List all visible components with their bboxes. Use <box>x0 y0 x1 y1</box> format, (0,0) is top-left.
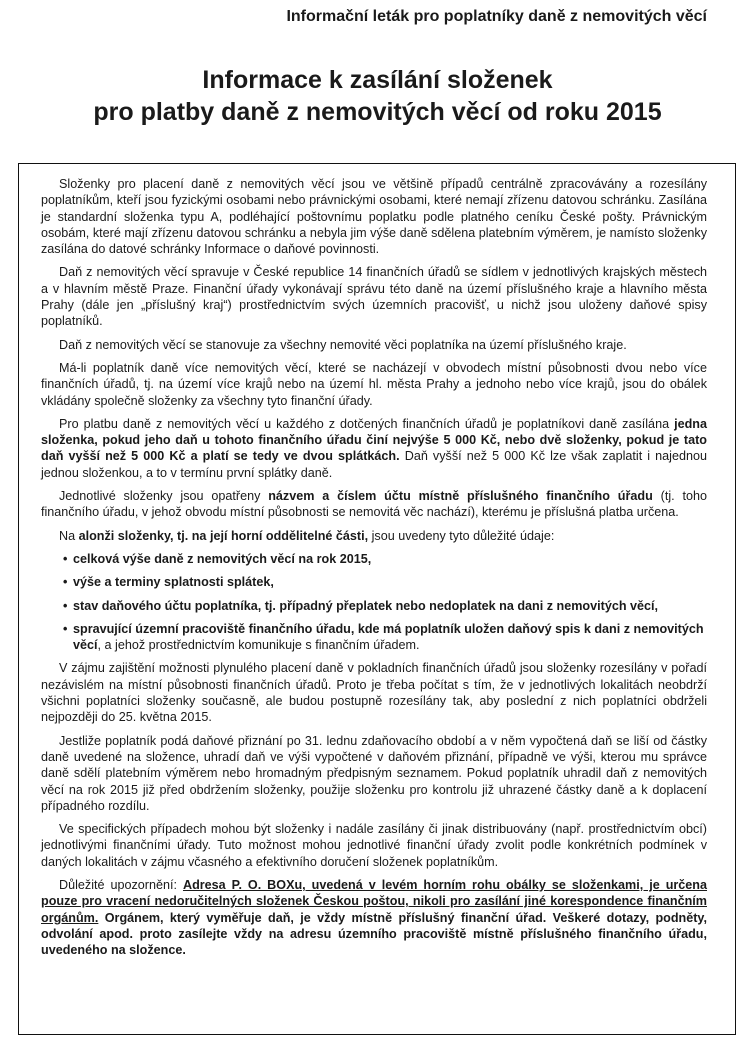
notice-label: Důležité upozornění: <box>59 877 183 892</box>
list-item-text: spravující územní pracoviště finančního úřadu, kde má poplatník uložen daňový spis k dani z nemovitých věcí <box>73 621 704 653</box>
paragraph-7-bold: alonži složenky, tj. na její horní oddělitelné části, <box>78 528 369 543</box>
paragraph-4: Má-li poplatník daně více nemovitých věcí, které se nacházejí v obvodech místní působnosti dvou nebo více finančních úřadů, tj. na území více krajů nebo na území hl. města Prahy a jednoho nebo více krajů, jsou do obálek vkládány společně složenky za všechny tyto finanční úřady. <box>41 360 707 408</box>
paragraph-2: Daň z nemovitých věcí spravuje v České republice 14 finančních úřadů se sídlem v jednotlivých krajských městech a v hlavním městě Praze. Finanční úřady vykonávají správu této daně na území příslušného kraje a hlavního města Prahy (dále jen „příslušný kraj“) prostřednictvím svých územních pracovišť, u nichž jsou uloženy daňové spisy poplatníků. <box>41 265 707 329</box>
list-item-suffix: , a jehož prostřednictvím komunikuje s finančním úřadem. <box>97 638 420 653</box>
notice-bold: Orgánem, který vyměřuje daň, je vždy místně příslušný finanční úřad. Veškeré dotazy, podněty, odvolání apod. proto zasílejte vždy na adresu územního pracoviště místně příslušného finančního úřadu, uvedeného na složence. <box>41 910 707 958</box>
list-item <box>63 598 707 614</box>
notice-underlined: Adresa P. O. BOXu, uvedená v levém horním rohu obálky se složenkami, je určena pouze pro vracení nedoručitelných složenek Českou poštou, nikoli pro zasílání jiné korespondence finančním orgánům. <box>41 877 708 925</box>
paragraph-6 <box>41 488 707 521</box>
paragraph-10: Ve specifických případech mohou být složenky i nadále zasílány či jinak distribuovány (např. prostřednictvím obcí) jednotlivými finančními úřady. Tuto možnost mohou jednotlivé finanční úřady zvolit podle konkrétních podmínek v daných lokalitách v zájmu včasného a efektivního doručení složenek poplatníkům. <box>41 822 707 869</box>
paragraph-6-part-c: (tj. toho finančního úřadu, v jehož obvodu místní působnosti se nemovitá věc nachází), kterému je příslušná platba určena. <box>41 489 707 520</box>
leaflet-header: Informační leták pro poplatníky daně z nemovitých věcí <box>286 8 707 25</box>
paragraph-1: Složenky pro placení daně z nemovitých věcí jsou ve většině případů centrálně zpracovávány a rozesílány poplatníkům, kteří jsou fyzickými osobami nebo právnickými osobami, které nemají zřízenu datovou schránku. Zasílána je standardní složenka typu A, podléhající poštovnímu poplatku podle platného ceníku České pošty. Právnickým osobám, které mají zřízenu datovou schránku a nebyla jim výše daně sdělena platebním výměrem, je namísto složenky zasílána do datové schránky Informace o daňové povinnosti. <box>41 177 707 257</box>
list-item <box>63 551 707 567</box>
paragraph-3: Daň z nemovitých věcí se stanovuje za všechny nemovité věci poplatníka na území příslušného kraje. <box>59 337 627 352</box>
title-line-1: Informace k zasílání složenek <box>202 66 553 94</box>
paragraph-7 <box>41 528 707 544</box>
paragraph-6-bold: názvem a číslem účtu místně příslušného finančního úřadu <box>268 489 653 504</box>
paragraph-6-part-a: Jednotlivé složenky jsou opatřeny <box>59 489 269 504</box>
content-box <box>18 163 736 1035</box>
paragraph-5 <box>41 416 707 481</box>
paragraph-11 <box>41 877 707 958</box>
paragraph-5-part-c: Daň vyšší než 5 000 Kč lze však zaplatit i najednou jednou složenkou, a to v termínu první splátky daně. <box>41 449 708 480</box>
paragraph-8: V zájmu zajištění možnosti plynulého placení daně v pokladních finančních úřadů jsou složenky rozesílány v pořadí nezávislém na místní působnosti finančních úřadů. Proto je třeba počítat s tím, že v jednotlivých lokalitách neobdrží všichni poplatníci složenky současně, ale budou postupně rozesílány tak, aby poslední z nich poplatníci obdrželi nejpozději do 25. května 2015. <box>41 661 707 725</box>
list-item-text: výše a terminy splatnosti splátek, <box>73 575 274 590</box>
alonze-info-list <box>41 551 707 653</box>
list-item-text: stav daňového účtu poplatníka, tj. případný přeplatek nebo nedoplatek na dani z nemovitých věcí, <box>73 598 659 613</box>
page-title <box>0 64 755 128</box>
title-line-2: pro platby daně z nemovitých věcí od roku 2015 <box>93 98 662 126</box>
paragraph-9: Jestliže poplatník podá daňové přiznání po 31. lednu zdaňovacího období a v něm vypočtená daň se liší od částky daně uvedené na složence, uhradí daň ve výši vypočtené v daňovém přiznání, případně ve výši, kterou mu správce daně sdělí platebním výměrem nebo hromadným předpisným seznamem. Pokud poplatník uhradil daň z nemovitých věcí na rok 2015 již před obdržením složenky, použije složenku pro kontrolu již uhrazené částky daně a k doplacení případného rozdílu. <box>41 733 707 813</box>
list-item <box>63 574 707 590</box>
paragraph-5-bold: jedna složenka, pokud jeho daň u tohoto finančního úřadu činí nejvýše 5 000 Kč, nebo dvě složenky, pokud je tato daň vyšší než 5 000 Kč a platí se tedy ve dvou splátkách. <box>41 416 707 464</box>
list-item <box>63 621 707 654</box>
paragraph-5-part-a: Pro platbu daně z nemovitých věcí u každého z dotčených finančních úřadů je poplatníkovi daně zasílána <box>59 416 675 431</box>
paragraph-7-part-a: Na <box>59 528 79 543</box>
list-item-text: celková výše daně z nemovitých věcí na rok 2015, <box>73 551 372 566</box>
paragraph-7-part-c: jsou uvedeny tyto důležité údaje: <box>368 528 555 543</box>
